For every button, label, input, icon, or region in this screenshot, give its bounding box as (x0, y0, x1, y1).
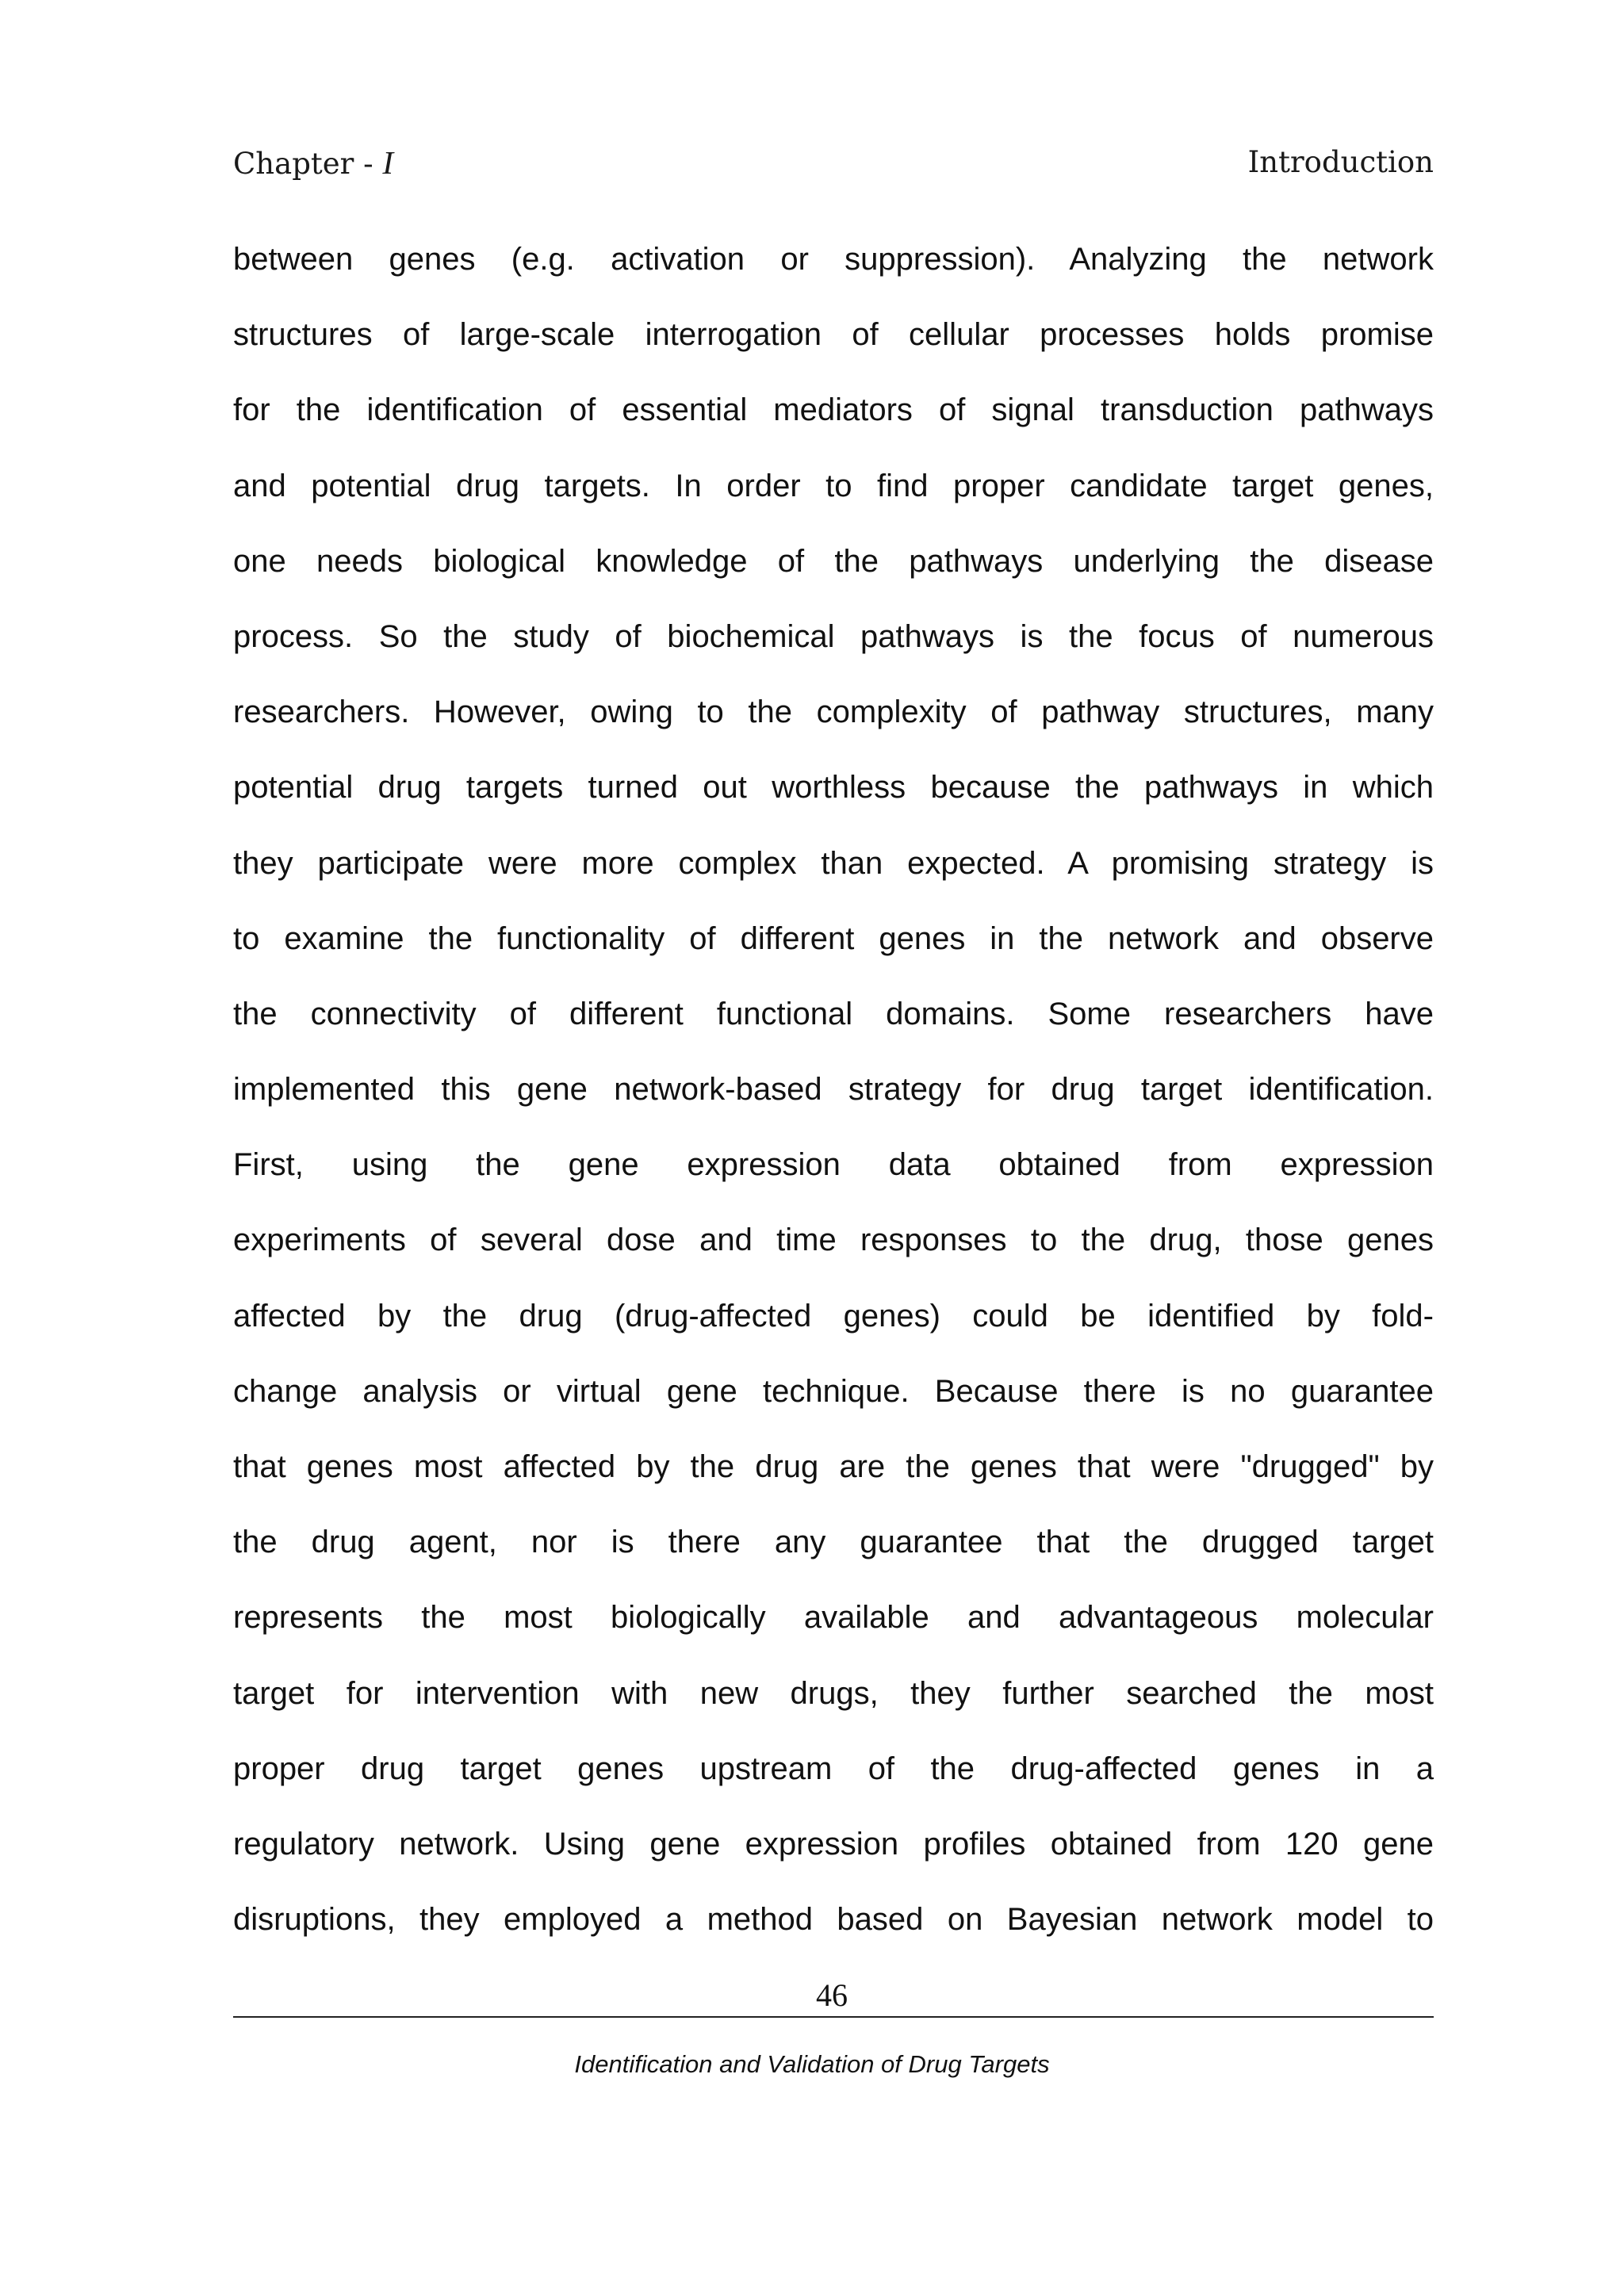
text-line: that genes most affected by the drug are the genes that were "drugged" by (233, 1449, 1434, 1484)
text-line: experiments of several dose and time responses to the drug, those genes (233, 1223, 1434, 1258)
running-footer-title: Identification and Validation of Drug Targets (574, 2050, 1050, 2078)
text-line: the drug agent, nor is there any guarantee that the drugged target (233, 1525, 1434, 1560)
text-line: affected by the drug (drug-affected genes) could be identified by fold- (233, 1298, 1434, 1334)
text-line: between genes (e.g. activation or suppression). Analyzing the network (233, 242, 1434, 277)
text-line: process. So the study of biochemical pathways is the focus of numerous (233, 618, 1434, 654)
text-line: for the identification of essential mediators of signal transduction pathways (233, 392, 1434, 428)
text-line: regulatory network. Using gene expression profiles obtained from 120 gene (233, 1826, 1434, 1862)
text-line: one needs biological knowledge of the pathways underlying the disease (233, 543, 1434, 579)
text-line: structures of large-scale interrogation of cellular processes holds promise (233, 317, 1434, 353)
text-line: change analysis or virtual gene technique. Because there is no guarantee (233, 1373, 1434, 1409)
body-paragraph (233, 239, 1434, 1975)
text-line: First, using the gene expression data obtained from expression (233, 1147, 1434, 1183)
text-line: target for intervention with new drugs, they further searched the most (233, 1675, 1434, 1711)
text-line: implemented this gene network-based strategy for drug target identification. (233, 1072, 1434, 1108)
chapter-number: I (382, 144, 394, 181)
running-header-section: Introduction (1247, 145, 1434, 179)
text-line: disruptions, they employed a method based on Bayesian network model to (233, 1902, 1434, 1938)
page-number: 46 (816, 1977, 848, 2013)
chapter-prefix: Chapter - (233, 147, 383, 181)
text-line: researchers. However, owing to the complexity of pathway structures, many (233, 695, 1434, 730)
text-line: potential drug targets turned out worthless because the pathways in which (233, 770, 1434, 806)
text-line: proper drug target genes upstream of the drug-affected genes in a (233, 1751, 1434, 1786)
text-line: and potential drug targets. In order to find proper candidate target genes, (233, 468, 1434, 503)
text-line: to examine the functionality of different genes in the network and observe (233, 920, 1434, 956)
text-line: they participate were more complex than expected. A promising strategy is (233, 845, 1434, 881)
text-line: the connectivity of different functional domains. Some researchers have (233, 996, 1434, 1031)
text-line: represents the most biologically available and advantageous molecular (233, 1600, 1434, 1636)
footer-divider (233, 2016, 1434, 2018)
running-header-chapter (233, 143, 393, 184)
